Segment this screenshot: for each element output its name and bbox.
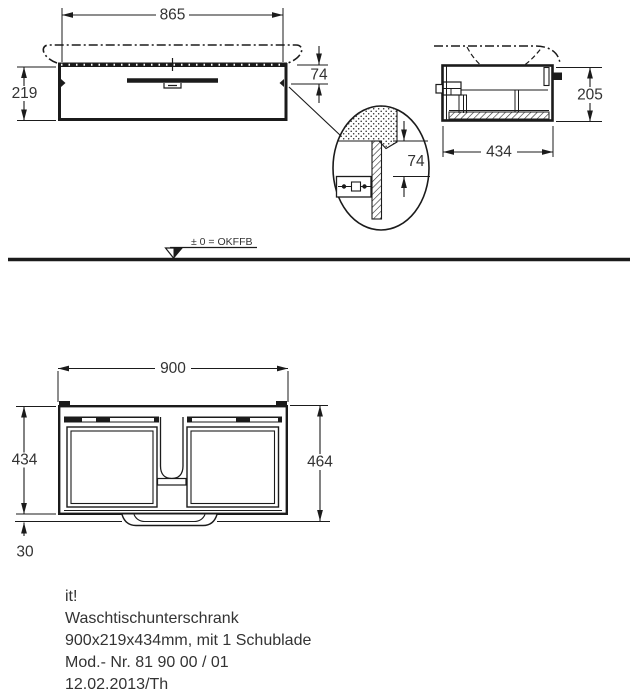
datum-line [8, 236, 630, 260]
dim-30-label: 30 [16, 543, 34, 561]
dim-434-plan-label: 434 [11, 451, 38, 469]
side-view [434, 46, 607, 161]
dim-74-front-label: 74 [310, 66, 328, 84]
datum-label: ± 0 = OKFFB [191, 236, 253, 248]
bracket-slider [352, 182, 361, 191]
dim-219 [10, 67, 56, 121]
plan-view [9, 360, 338, 561]
cabinet-front-outline [60, 65, 287, 120]
dim-464-label: 464 [307, 453, 333, 471]
handle-recess-outer [122, 515, 217, 526]
title-size: 900x219x434mm, mit 1 Schublade [65, 632, 312, 649]
dim-865 [62, 7, 283, 63]
title-model-number: Mod.- Nr. 81 90 00 / 01 [65, 654, 229, 671]
detail-leader-line [289, 87, 341, 136]
washbasin-side-outline [434, 46, 560, 64]
mount-hook [553, 73, 563, 81]
dim-865-label: 865 [159, 6, 186, 24]
front-view [10, 7, 341, 137]
siphon-crossbar [158, 479, 187, 486]
dim-464 [290, 406, 338, 522]
title-block [65, 588, 311, 693]
dim-30 [16, 523, 34, 561]
dim-434-plan [9, 407, 56, 515]
title-product: Waschtischunterschrank [65, 610, 239, 627]
dim-74-detail-label: 74 [407, 153, 425, 170]
drawer-bottom-strip [449, 112, 549, 119]
dim-900-label: 900 [160, 360, 186, 377]
bracket-screw [362, 184, 366, 188]
dim-205 [556, 68, 607, 122]
bracket-screw [342, 184, 346, 188]
detail-circle [333, 104, 430, 230]
corner-tab-right [276, 401, 287, 407]
title-date: 12.02.2013/Th [65, 676, 169, 693]
basin-cross-section [333, 104, 397, 149]
dim-74-detail [393, 121, 430, 197]
dim-900 [58, 360, 288, 402]
dim-434-side [443, 126, 553, 161]
wall-tab-left [436, 85, 443, 94]
dim-205-label: 205 [577, 86, 603, 104]
title-brand: it! [65, 588, 78, 605]
corner-tab-left [59, 401, 70, 407]
back-panel-hatched [372, 141, 382, 219]
dim-219-label: 219 [11, 85, 38, 102]
dim-434-side-label: 434 [486, 143, 512, 161]
